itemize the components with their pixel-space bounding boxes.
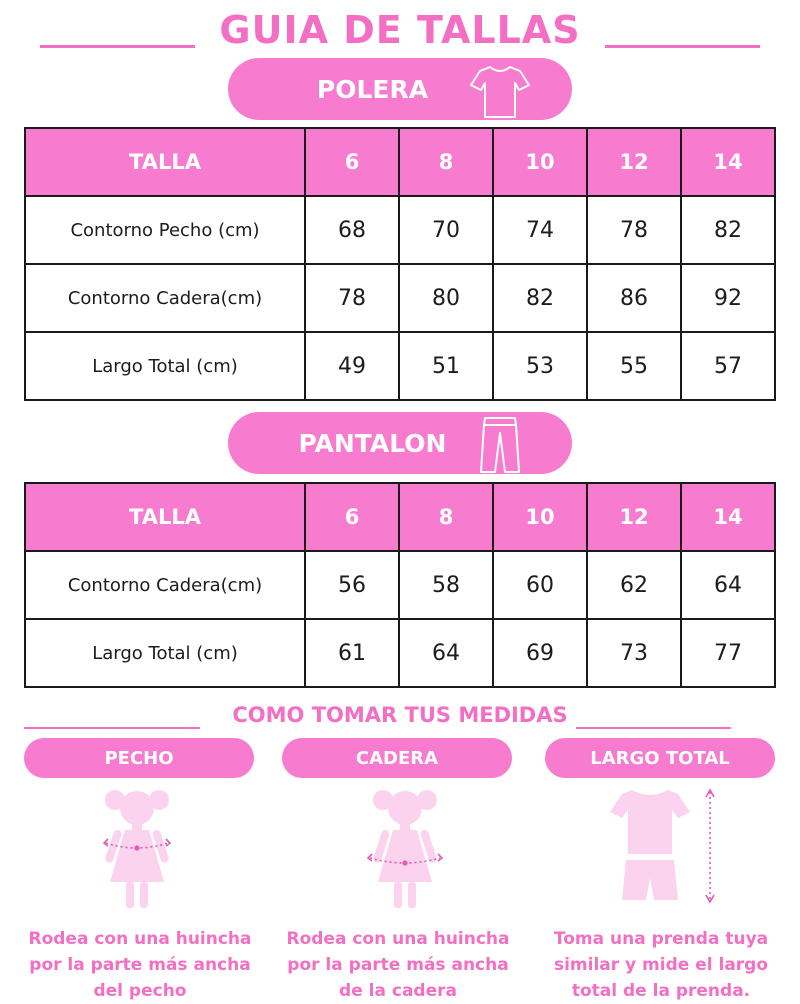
- table-cell: 82: [493, 264, 587, 332]
- table-cell: 70: [399, 196, 493, 264]
- pecho-caption: [10, 926, 270, 1004]
- row-label: Largo Total (cm): [25, 332, 305, 400]
- table-cell: 77: [681, 619, 775, 687]
- pantalon-size-table: [24, 482, 776, 688]
- table-cell: 60: [493, 551, 587, 619]
- caption-line: similar y mide el largo: [553, 955, 769, 975]
- table-cell: 58: [399, 551, 493, 619]
- header-cell-size: 10: [493, 128, 587, 196]
- table-cell: 82: [681, 196, 775, 264]
- table-row: [25, 264, 775, 332]
- header-cell-size: 6: [305, 128, 399, 196]
- table-cell: 62: [587, 551, 681, 619]
- header-cell-talla: TALLA: [25, 483, 305, 551]
- garment-length-icon: [602, 782, 732, 912]
- howto-title: COMO TOMAR TUS MEDIDAS: [232, 703, 568, 727]
- table-cell: 64: [399, 619, 493, 687]
- table-cell: 73: [587, 619, 681, 687]
- page-title: GUIA DE TALLAS: [219, 8, 581, 52]
- table-cell: 55: [587, 332, 681, 400]
- title-line-right: [605, 45, 760, 48]
- table-row: [25, 196, 775, 264]
- polera-size-table: [24, 127, 776, 401]
- table-row: [25, 332, 775, 400]
- table-row: [25, 619, 775, 687]
- header-cell-size: 8: [399, 128, 493, 196]
- table-cell: 92: [681, 264, 775, 332]
- table-header-row: [25, 483, 775, 551]
- pecho-label: PECHO: [104, 747, 174, 769]
- caption-line: por la parte más ancha: [287, 955, 509, 975]
- table-cell: 78: [587, 196, 681, 264]
- caption-line: por la parte más ancha: [29, 955, 251, 975]
- largo-total-label: LARGO TOTAL: [590, 747, 730, 769]
- cadera-pill: [282, 738, 512, 778]
- row-label: Largo Total (cm): [25, 619, 305, 687]
- row-label: Contorno Cadera(cm): [25, 551, 305, 619]
- table-cell: 56: [305, 551, 399, 619]
- largo-total-pill: [545, 738, 775, 778]
- table-cell: 69: [493, 619, 587, 687]
- header-cell-size: 12: [587, 128, 681, 196]
- table-header-row: [25, 128, 775, 196]
- polera-label: POLERA: [316, 74, 429, 104]
- table-cell: 49: [305, 332, 399, 400]
- tshirt-icon: [468, 61, 532, 121]
- table-cell: 86: [587, 264, 681, 332]
- girl-chest-measure-icon: [92, 782, 182, 912]
- table-cell: 51: [399, 332, 493, 400]
- howto-line-left: [24, 727, 200, 729]
- table-row: [25, 551, 775, 619]
- girl-hip-measure-icon: [360, 782, 450, 912]
- largo-total-caption: [530, 926, 792, 1004]
- table-cell: 57: [681, 332, 775, 400]
- caption-line: Rodea con una huincha: [286, 929, 510, 949]
- header-cell-size: 12: [587, 483, 681, 551]
- table-cell: 78: [305, 264, 399, 332]
- howto-line-right: [576, 727, 731, 729]
- header-cell-size: 14: [681, 483, 775, 551]
- header-cell-size: 10: [493, 483, 587, 551]
- table-cell: 80: [399, 264, 493, 332]
- pantalon-pill: [228, 412, 572, 474]
- header-cell-size: 8: [399, 483, 493, 551]
- table-cell: 61: [305, 619, 399, 687]
- header-cell-size: 6: [305, 483, 399, 551]
- pants-icon: [468, 415, 532, 475]
- cadera-label: CADERA: [355, 747, 439, 769]
- header-cell-size: 14: [681, 128, 775, 196]
- table-cell: 53: [493, 332, 587, 400]
- caption-line: Toma una prenda tuya: [553, 929, 769, 949]
- row-label: Contorno Pecho (cm): [25, 196, 305, 264]
- header-cell-talla: TALLA: [25, 128, 305, 196]
- pantalon-label: PANTALON: [298, 428, 447, 458]
- table-cell: 68: [305, 196, 399, 264]
- caption-line: Rodea con una huincha: [28, 929, 252, 949]
- pecho-pill: [24, 738, 254, 778]
- table-cell: 64: [681, 551, 775, 619]
- caption-line: total de la prenda.: [571, 981, 751, 1001]
- table-cell: 74: [493, 196, 587, 264]
- caption-line: del pecho: [93, 981, 187, 1001]
- row-label: Contorno Cadera(cm): [25, 264, 305, 332]
- caption-line: de la cadera: [339, 981, 457, 1001]
- cadera-caption: [268, 926, 528, 1004]
- polera-pill: [228, 58, 572, 120]
